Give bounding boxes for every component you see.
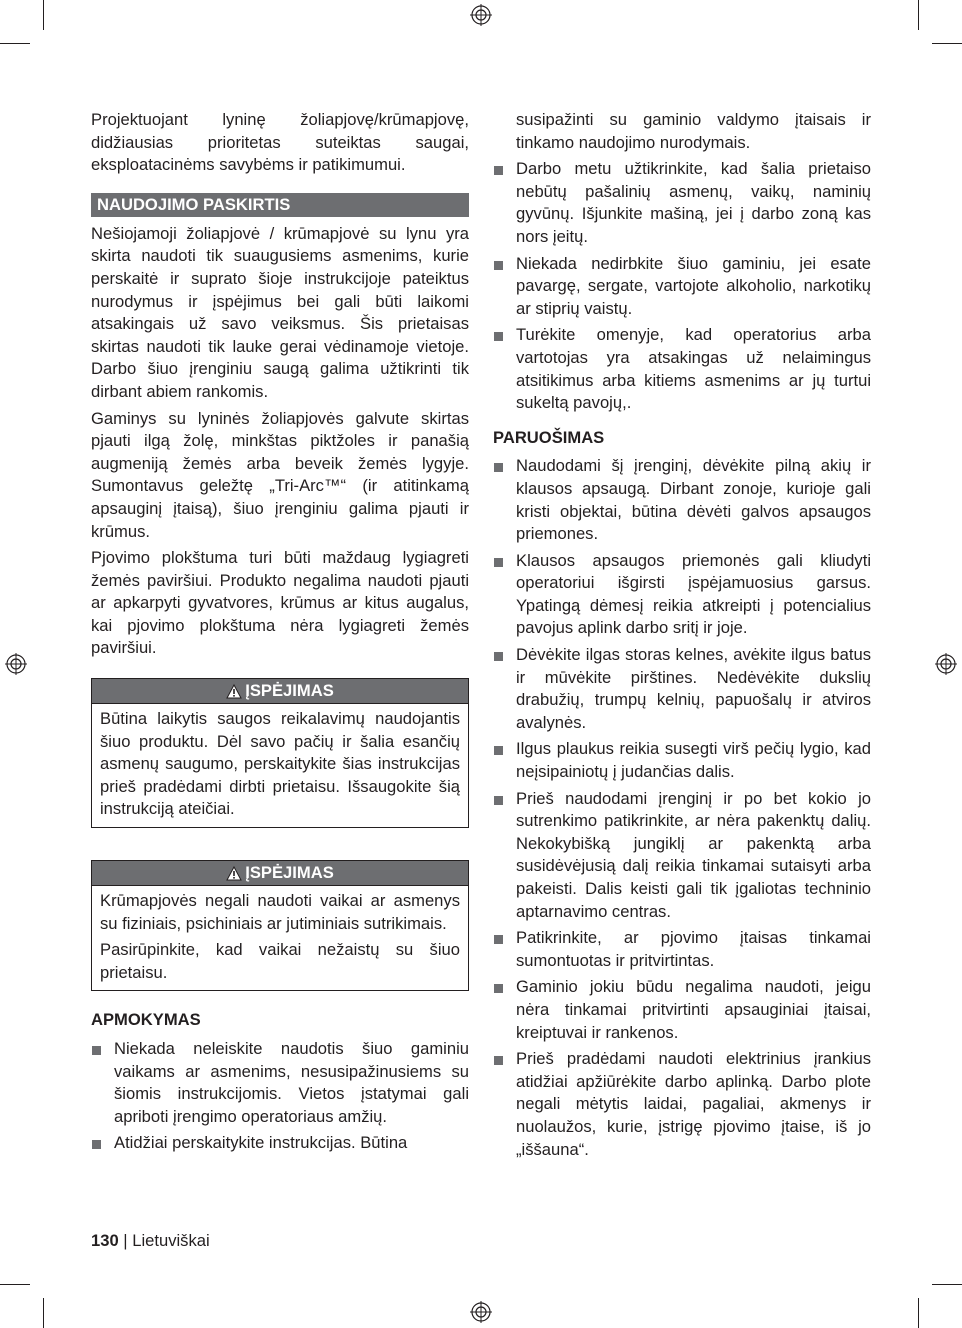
- training-list-continued: [493, 158, 871, 415]
- bullet-square-icon: [494, 166, 503, 175]
- warning-box: [91, 860, 469, 991]
- page-number: 130: [91, 1231, 119, 1250]
- list-item: Dėvėkite ilgas storas kelnes, avėkite ilgus batus ir mūvėkite pirštines. Nedėvėkite dukslių drabužių, trumpų kelnių, papuošalų ir atviros avalynės.: [493, 644, 871, 734]
- left-column: [91, 109, 469, 1159]
- crop-mark: [932, 43, 962, 44]
- warning-header: [92, 861, 468, 886]
- list-item: Gaminio jokiu būdu negalima naudoti, jeigu nėra tinkamai pritvirtinti apsauginiai įtaisai, kreiptuvai ir rankenos.: [493, 976, 871, 1044]
- warning-title: ĮSPĖJIMAS: [245, 863, 334, 883]
- registration-mark-icon: [5, 653, 27, 675]
- page-footer: [91, 1230, 210, 1252]
- usage-paragraph: Gaminys su lyninės žoliapjovės galvute skirtas pjauti ilgą žolę, minkštas piktžoles ir panašią augmeniją žemės arba beveik žemės lygyje. Sumontavus geležtę „Tri-Arc™“ (ir atitinkamą apsauginį įtaisą), šiuo įrenginiu galima pjauti ir krūmus.: [91, 408, 469, 541]
- list-item: Niekada neleiskite naudotis šiuo gaminiu vaikams ar asmenims, nesusipažinusiems su šiomis instrukcijomis. Vietos įstatymai gali apriboti įrengimo operatoriaus amžių.: [91, 1038, 469, 1128]
- training-list: [91, 1038, 469, 1155]
- warning-text: Pasirūpinkite, kad vaikai nežaistų su šiuo prietaisu.: [100, 940, 460, 982]
- list-item: Patikrinkite, ar pjovimo įtaisas tinkamai sumontuotas ir pritvirtintas.: [493, 927, 871, 972]
- bullet-square-icon: [92, 1140, 101, 1149]
- bullet-square-icon: [494, 558, 503, 567]
- bullet-square-icon: [92, 1046, 101, 1055]
- footer-language: Lietuviškai: [132, 1231, 210, 1250]
- usage-heading: NAUDOJIMO PASKIRTIS: [91, 193, 469, 217]
- warning-body: [92, 704, 468, 827]
- list-item: Ilgus plaukus reikia susegti virš pečių lygio, kad neįsipainiotų į judančias dalis.: [493, 738, 871, 783]
- registration-mark-icon: [470, 1301, 492, 1323]
- list-item: Darbo metu užtikrinkite, kad šalia prietaiso nebūtų pašalinių asmenų, vaikų, naminių gyvūnų. Išjunkite mašiną, jei į darbo zoną kas nors įeitų.: [493, 158, 871, 248]
- warning-box: [91, 678, 469, 828]
- bullet-square-icon: [494, 261, 503, 270]
- crop-mark: [0, 1284, 30, 1285]
- training-heading: APMOKYMAS: [91, 1010, 201, 1030]
- bullet-square-icon: [494, 652, 503, 661]
- crop-mark: [43, 1298, 44, 1328]
- crop-mark: [43, 0, 44, 30]
- crop-mark: [918, 0, 919, 30]
- list-item: Niekada nedirbkite šiuo gaminiu, jei esate pavargę, sergate, vartojote alkoholio, narkotikų ar stiprių vaistų.: [493, 253, 871, 321]
- warning-triangle-icon: [226, 684, 242, 699]
- crop-mark: [0, 43, 30, 44]
- bullet-square-icon: [494, 1056, 503, 1065]
- usage-paragraph: Nešiojamoji žoliapjovė / krūmapjovė su lynu yra skirta naudoti tik suaugusiems asmenims, kurie perskaitė ir suprato šioje instrukcijoje pateiktus nurodymus ir įspėjimus bei gali būti laikomi atsakingais už savo veiksmus. Šis prietaisas skirtas naudoti tik lauke gerai vėdinamoje vietoje. Darbo šiuo įrenginiu saugą galima užtikrinti tik dirbant abiem rankomis.: [91, 223, 469, 401]
- usage-paragraph: Pjovimo plokštuma turi būti maždaug lygiagreti žemės paviršiui. Produkto negalima naudoti pjauti ar apkarpyti gyvatvores, krūmus ar kitus augalus, kai pjovimo plokštuma nėra lygiagreti žemės paviršiui.: [91, 548, 469, 658]
- bullet-square-icon: [494, 746, 503, 755]
- bullet-square-icon: [494, 935, 503, 944]
- bullet-square-icon: [494, 796, 503, 805]
- bullet-square-icon: [494, 984, 503, 993]
- warning-text: Būtina laikytis saugos reikalavimų naudojantis šiuo produktu. Dėl savo pačių ir šalia esančių asmenų saugumo, perskaitykite šias instrukcijas prieš pradėdami dirbti prietaisu. Išsaugokite šią instrukciją ateičiai.: [100, 709, 460, 819]
- list-item: Klausos apsaugos priemonės gali kliudyti operatoriui išgirsti įspėjamuosius garsus. Ypatingą dėmesį reikia atkreipti į potencialius pavojus aplink darbo sritį ir joje.: [493, 550, 871, 640]
- warning-triangle-icon: [226, 866, 242, 881]
- continuation-paragraph: susipažinti su gaminio valdymo įtaisais ir tinkamo naudojimo nurodymais.: [516, 110, 871, 152]
- warning-text: Krūmapjovės negali naudoti vaikai ar asmenys su fiziniais, psichiniais ar jutiminiais sutrikimais.: [100, 891, 460, 933]
- footer-separator: |: [118, 1231, 133, 1250]
- prep-heading: PARUOŠIMAS: [493, 427, 605, 447]
- list-item: Prieš pradėdami naudoti elektrinius įrankius atidžiai apžiūrėkite darbo aplinką. Darbo plote negali mėtytis laidai, pagaliai, akmenys ir nuolaužos, kurie, įstrigę pjovimo įtaise, iš jo „iššauna“.: [493, 1048, 871, 1161]
- right-column: [493, 109, 871, 1165]
- warning-body: [92, 886, 468, 990]
- registration-mark-icon: [470, 4, 492, 26]
- bullet-square-icon: [494, 463, 503, 472]
- list-item: Turėkite omenyje, kad operatorius arba vartotojas yra atsakingas už nelaimingus atsitikimus arba kitiems asmenims ar jų turtui sukeltą pavojų,.: [493, 324, 871, 414]
- intro-paragraph: Projektuojant lyninę žoliapjovę/krūmapjovę, didžiausias prioritetas suteiktas saugai, eksploatacinėms savybėms ir patikimumui.: [91, 110, 469, 175]
- crop-mark: [932, 1284, 962, 1285]
- warning-title: ĮSPĖJIMAS: [245, 681, 334, 701]
- list-item: Naudodami šį įrenginį, dėvėkite pilną akių ir klausos apsaugą. Dirbant zonoje, kurioje gali kristi objektai, būtina dėvėti galvos apsaugos priemones.: [493, 455, 871, 545]
- bullet-square-icon: [494, 332, 503, 341]
- warning-header: [92, 679, 468, 704]
- registration-mark-icon: [935, 653, 957, 675]
- list-item: Atidžiai perskaitykite instrukcijas. Būtina: [91, 1132, 469, 1155]
- crop-mark: [918, 1298, 919, 1328]
- list-item: Prieš naudodami įrenginį ir po bet kokio jo sutrenkimo patikrinkite, ar nėra pakenktų dalių. Nekokybišką jungiklį ar pakenktą arba susidėvėjusią dalį reikia tinkamai sutaisyti arba pakeisti. Dalis keisti gali tik įgaliotas techninio aptarnavimo centras.: [493, 788, 871, 924]
- prep-list: [493, 455, 871, 1161]
